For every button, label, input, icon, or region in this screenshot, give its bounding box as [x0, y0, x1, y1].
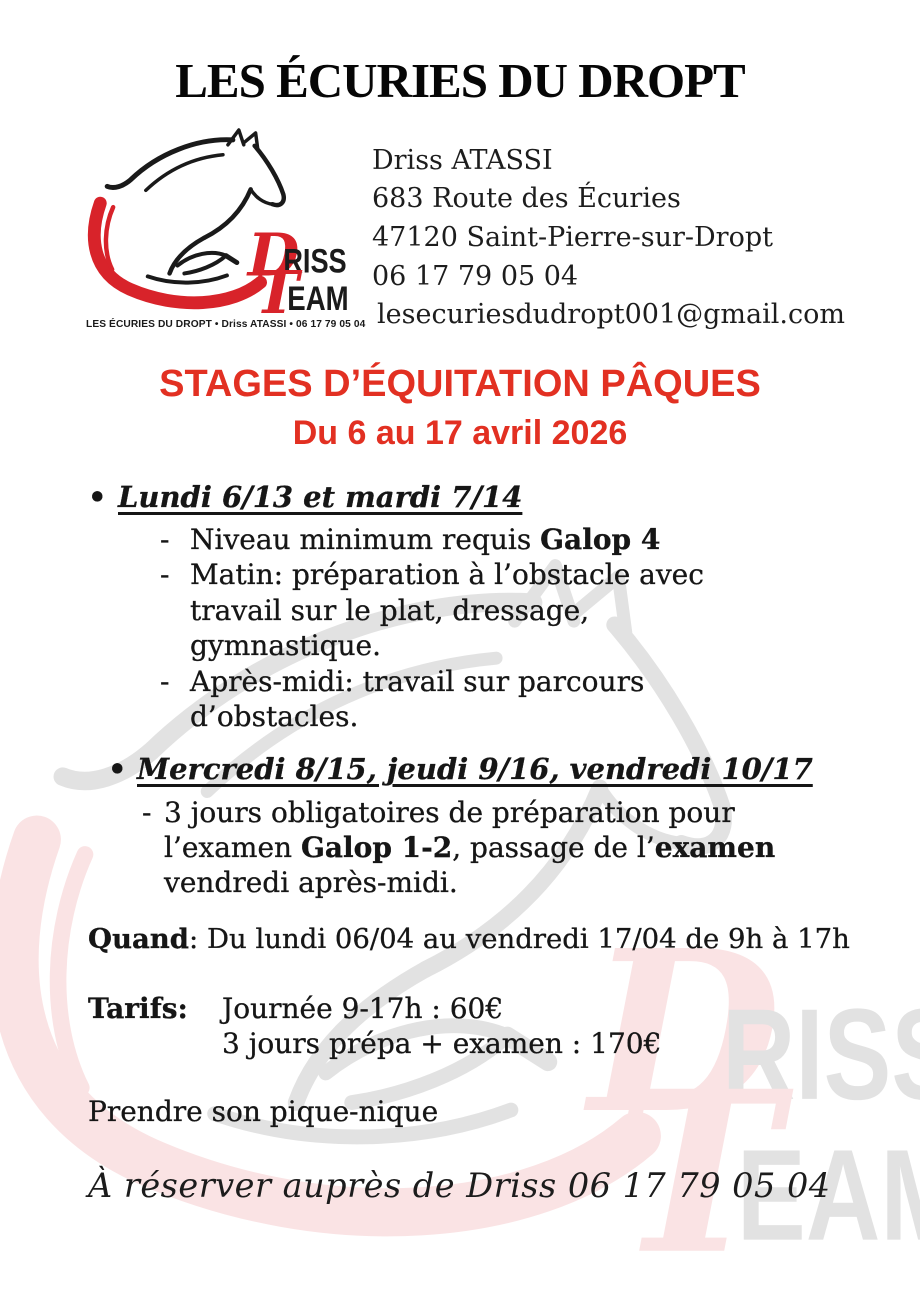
list-item: [88, 557, 920, 663]
item-prep-post: vendredi après-midi.: [164, 866, 458, 900]
quand-line: [88, 922, 920, 958]
schedule-day-2-items: [88, 795, 920, 901]
schedule-block-2: [88, 751, 920, 900]
contact-name: Driss ATASSI: [372, 144, 553, 176]
quand-label: Quand: [88, 922, 189, 955]
item-niveau-text: Niveau minimum requis: [190, 522, 541, 556]
item-matin-text: Matin: préparation à l’obstacle avec travail sur le plat, dressage, gymnastique.: [190, 558, 704, 663]
tarif-line-1: Journée 9-17h : 60€: [222, 991, 504, 1025]
picnic-note: Prendre son pique-nique: [88, 1095, 439, 1129]
driss-team-logo: [86, 128, 366, 335]
item-prep-mid: , passage de l’: [452, 830, 655, 864]
schedule-day-1-items: [88, 522, 920, 734]
list-item: [88, 664, 920, 735]
list-item: [88, 522, 920, 557]
schedule-day-1-title: Lundi 6/13 et mardi 7/14: [118, 479, 523, 514]
dash-marker: -: [160, 664, 170, 698]
driss-team-logo-art: [86, 128, 354, 316]
booking-footer: À réserver auprès de Driss 06 17 79 05 04: [88, 1165, 831, 1205]
logo-tagline: LES ÉCURIES DU DROPT • Driss ATASSI • 06 17 79 05 04: [86, 318, 366, 330]
dash-marker: -: [160, 522, 170, 556]
schedule-day-2-title: Mercredi 8/15, jeudi 9/16, vendredi 10/17: [137, 752, 813, 787]
event-heading: [0, 363, 920, 453]
dash-marker: -: [160, 558, 170, 592]
list-item: [88, 795, 920, 901]
contact-address-line1: 683 Route des Écuries: [372, 183, 681, 215]
tarifs-colon: :: [177, 991, 188, 1025]
tarifs-values: [222, 991, 661, 1063]
item-niveau-bold: Galop 4: [540, 522, 661, 556]
schedule-block-1: [88, 479, 920, 735]
item-prep-text: 3 jours obligatoires de préparation pour l’examen: [164, 795, 735, 864]
header-row: [86, 128, 920, 335]
event-title: STAGES D’ÉQUITATION PÂQUES: [159, 362, 761, 405]
schedule-day-2: [108, 751, 920, 787]
contact-phone: 06 17 79 05 04: [372, 260, 579, 292]
dash-marker: -: [142, 795, 152, 829]
event-dates: Du 6 au 17 avril 2026: [292, 413, 628, 452]
page-title: LES ÉCURIES DU DROPT: [175, 53, 745, 108]
quand-text: : Du lundi 06/04 au vendredi 17/04 de 9h à 17h: [189, 922, 850, 955]
bullet-marker: •: [108, 752, 127, 787]
bullet-marker: •: [88, 479, 107, 514]
contact-email: lesecuriesdudropt001@gmail.com: [377, 299, 845, 331]
item-apresmidi-text: Après-midi: travail sur parcours d’obstacles.: [190, 664, 645, 733]
tarifs-row: [88, 991, 920, 1063]
item-prep-bold1: Galop 1-2: [300, 830, 453, 864]
contact-block: [372, 128, 845, 335]
contact-address-line2: 47120 Saint-Pierre-sur-Dropt: [372, 222, 773, 254]
item-prep-bold2: examen: [654, 830, 776, 864]
tarifs-label: Tarifs: [88, 991, 178, 1025]
flyer-body: [88, 479, 920, 1207]
tarif-line-2: 3 jours prépa + examen : 170€: [222, 1027, 662, 1061]
schedule-day-1: [88, 479, 920, 515]
